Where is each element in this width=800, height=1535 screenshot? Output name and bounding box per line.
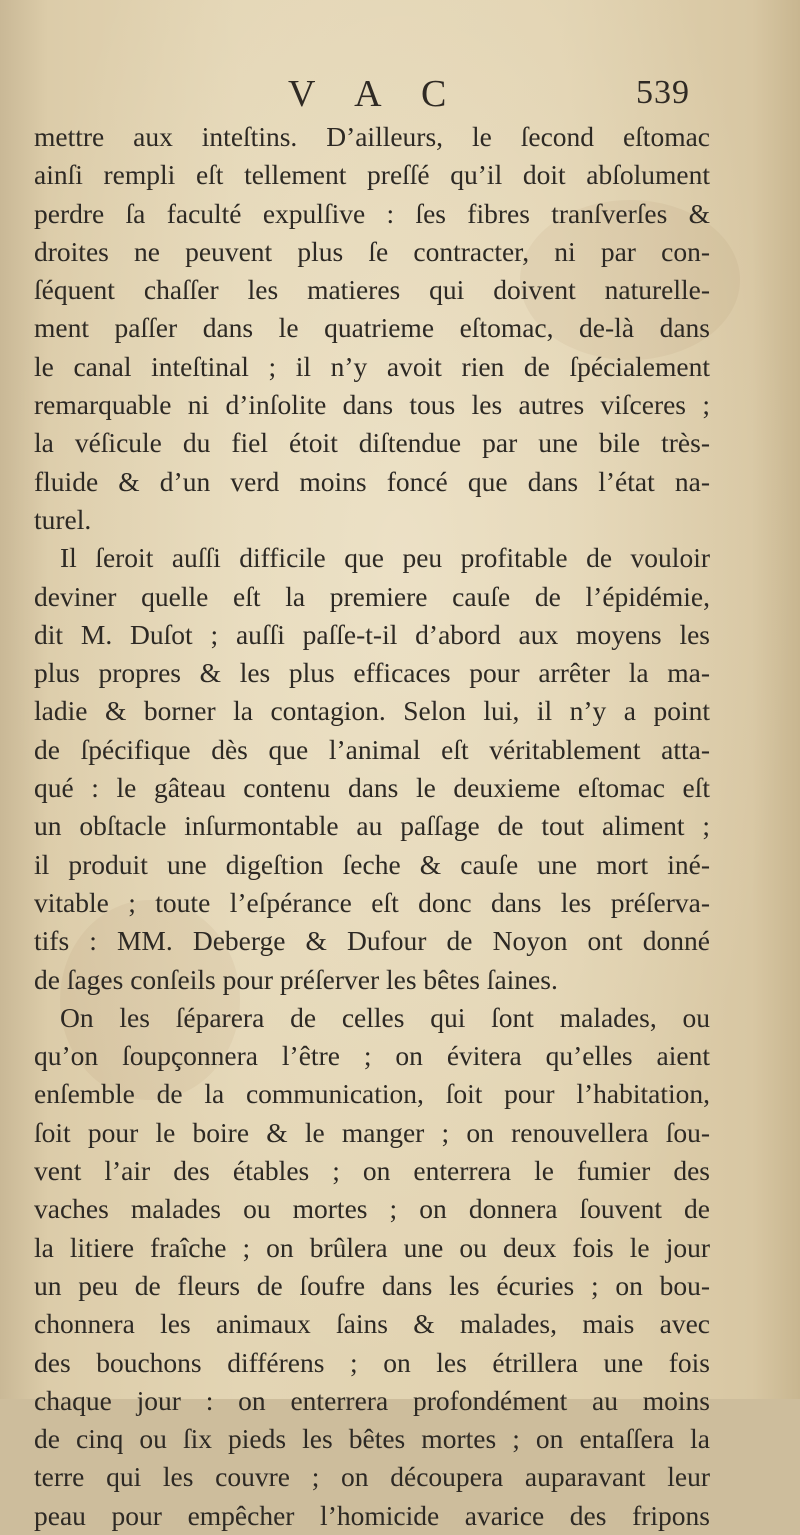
text-line: tifs : MM. Deberge & Dufour de Noyon ont donné bbox=[34, 925, 710, 957]
text-line: plus propres & les plus efficaces pour arrêter la ma- bbox=[34, 657, 710, 689]
text-line: qu’on ſoupçonnera l’être ; on évitera qu’elles aient bbox=[34, 1040, 710, 1072]
page-number: 539 bbox=[636, 74, 690, 111]
text-line: un peu de fleurs de ſoufre dans les écuries ; on bou- bbox=[34, 1269, 710, 1301]
running-head-title: V A C bbox=[288, 73, 463, 115]
text-line: ſoit pour le boire & le manger ; on renouvellera ſou- bbox=[34, 1116, 710, 1148]
text-line: peau pour empêcher l’homicide avarice des fripons bbox=[34, 1499, 710, 1531]
text-line: ainſi rempli eſt tellement preſſé qu’il doit abſolument bbox=[34, 159, 710, 191]
text-line: ladie & borner la contagion. Selon lui, il n’y a point bbox=[34, 695, 710, 727]
text-line: deviner quelle eſt la premiere cauſe de l’épidémie, bbox=[34, 580, 710, 612]
text-line: un obſtacle inſurmontable au paſſage de tout aliment ; bbox=[34, 810, 710, 842]
text-line: mettre aux inteſtins. D’ailleurs, le ſecond eſtomac bbox=[34, 121, 710, 152]
text-line: des bouchons différens ; on les étrillera une fois bbox=[34, 1346, 710, 1378]
text-line: qué : le gâteau contenu dans le deuxieme eſtomac eſt bbox=[34, 772, 710, 804]
text-line: dit M. Duſot ; auſſi paſſe-t-il d’abord aux moyens les bbox=[34, 618, 710, 650]
text-line: chaque jour : on enterrera profondément au moins bbox=[34, 1384, 710, 1416]
text-line: ſéquent chaſſer les matieres qui doivent naturelle- bbox=[34, 274, 710, 306]
text-line: droites ne peuvent plus ſe contracter, ni par con- bbox=[34, 235, 710, 267]
text-line: de cinq ou ſix pieds les bêtes mortes ; on entaſſera la bbox=[34, 1423, 710, 1455]
text-line: Il ſeroit auſſi difficile que peu profitable de vouloir bbox=[60, 542, 710, 574]
text-line: le canal inteſtinal ; il n’y avoit rien de ſpécialement bbox=[34, 350, 710, 382]
text-line: ment paſſer dans le quatrieme eſtomac, de-là dans bbox=[34, 312, 710, 344]
text-line: perdre ſa faculté expulſive : ſes fibres tranſverſes & bbox=[34, 197, 710, 229]
text-line: vitable ; toute l’eſpérance eſt donc dans les préſerva- bbox=[34, 886, 710, 918]
text-line: de ſpécifique dès que l’animal eſt véritablement atta- bbox=[34, 733, 710, 765]
text-line: fluide & d’un verd moins foncé que dans l’état na- bbox=[34, 465, 710, 497]
text-line: terre qui les couvre ; on découpera auparavant leur bbox=[34, 1461, 710, 1493]
running-head bbox=[30, 72, 690, 118]
text-line: la litiere fraîche ; on brûlera une ou deux fois le jour bbox=[34, 1231, 710, 1263]
body-text bbox=[34, 118, 710, 1535]
text-line: enſemble de la communication, ſoit pour l’habitation, bbox=[34, 1078, 710, 1110]
text-line: de ſages conſeils pour préſerver les bêtes ſaines. bbox=[34, 963, 558, 995]
text-line: la véſicule du fiel étoit diſtendue par une bile très- bbox=[34, 427, 710, 459]
text-line: vaches malades ou mortes ; on donnera ſouvent de bbox=[34, 1193, 710, 1225]
text-line: il produit une digeſtion ſeche & cauſe une mort iné- bbox=[34, 848, 710, 880]
text-line: vent l’air des étables ; on enterrera le fumier des bbox=[34, 1155, 710, 1187]
text-line: turel. bbox=[34, 503, 92, 535]
text-line: On les ſéparera de celles qui ſont malades, ou bbox=[60, 1001, 710, 1033]
text-line: remarquable ni d’inſolite dans tous les autres viſceres ; bbox=[34, 389, 710, 421]
text-line: chonnera les animaux ſains & malades, mais avec bbox=[34, 1308, 710, 1340]
